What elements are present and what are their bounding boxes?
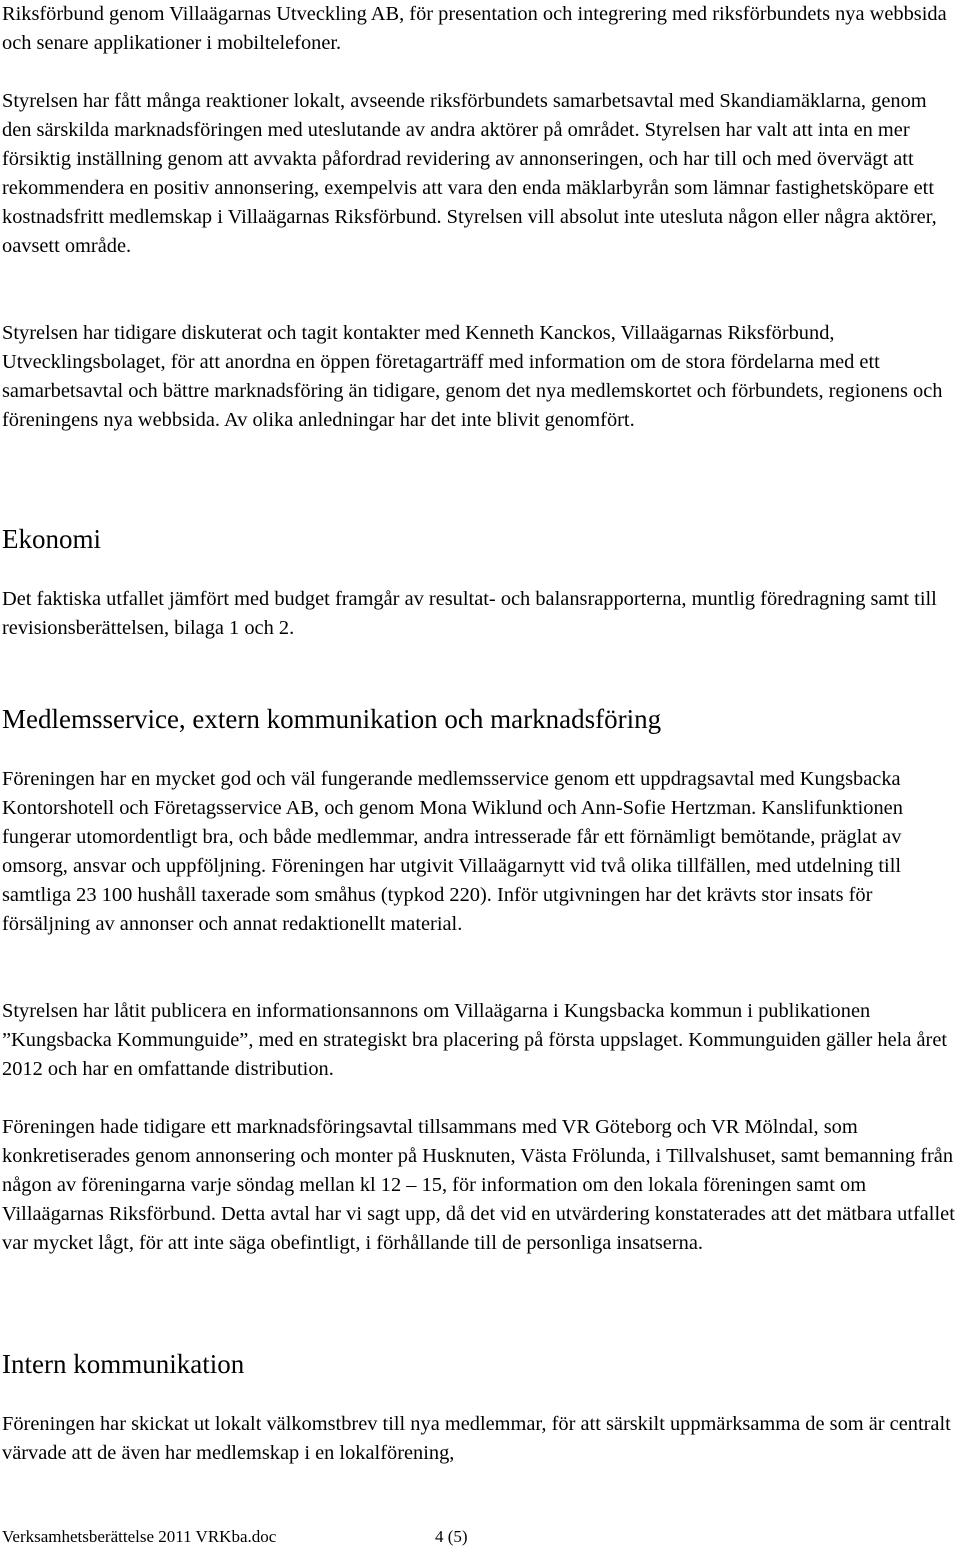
footer-document-name: Verksamhetsberättelse 2011 VRKba.doc: [2, 1527, 277, 1546]
paragraph-kommunguide-ad: Styrelsen har låtit publicera en informationsannons om Villaägarna i Kungsbacka kommun i publikationen ”Kungsbacka Kommunguide”, med en strategiskt bra placering på första uppslaget. Kommunguiden gäller hela året 2012 och har en omfattande distribution.: [2, 1000, 948, 1080]
paragraph-skandiamaklarna-reactions: Styrelsen har fått många reaktioner lokalt, avseende riksförbundets samarbetsavtal med Skandiamäklarna, genom den särskilda marknadsföringen med uteslutande av andra aktörer på området. Styrelsen har valt att inta en mer försiktig inställning genom att avvakta påfordrad revidering av annonseringen, och har till och med övervägt att rekommendera en positiv annonsering, exempelvis att vara den enda mäklarbyrån som lämnar fastighetsköpare ett kostnadsfritt medlemskap i Villaägarnas Riksförbund. Styrelsen vill absolut inte utesluta någon eller några aktörer, oavsett område.: [2, 90, 937, 257]
paragraph-marketing-agreement: Föreningen hade tidigare ett marknadsföringsavtal tillsammans med VR Göteborg och VR Mölndal, som konkretiserades genom annonsering och monter på Husknuten, Västa Frölunda, i Tillvalshuset, samt bemanning från någon av föreningarna varje söndag mellan kl 12 – 15, för information om den lokala föreningen samt om Villaägarnas Riksförbund. Detta avtal har vi sagt upp, då det vid en utvärdering konstaterades att det mätbara utfallet var mycket lågt, för att inte säga obefintligt, i förhållande till de personliga insatserna.: [2, 1116, 955, 1254]
paragraph-business-meeting: Styrelsen har tidigare diskuterat och tagit kontakter med Kenneth Kanckos, Villaägarnas Riksförbund, Utvecklingsbolaget, för att anordna en öppen företagarträff med information om de stora fördelarna med ett samarbetsavtal och bättre marknadsföring än tidigare, genom det nya medlemskortet och förbundets, regionens och föreningens nya webbsida. Av olika anledningar har det inte blivit genomfört.: [2, 322, 943, 431]
paragraph-welcome-letter: Föreningen har skickat ut lokalt välkomstbrev till nya medlemmar, för att särskilt uppmärksamma de som är centralt värvade att de även har medlemskap i en lokalförening,: [2, 1413, 951, 1464]
paragraph-presentation-integration: Riksförbund genom Villaägarnas Utveckling AB, för presentation och integrering med riksförbundets nya webbsida och senare applikationer i mobiltelefoner.: [2, 3, 947, 54]
footer-page-number: 4 (5): [435, 1527, 468, 1546]
heading-intern-kommunikation: Intern kommunikation: [2, 1349, 245, 1379]
heading-ekonomi: Ekonomi: [2, 524, 101, 554]
paragraph-economy-outcome: Det faktiska utfallet jämfört med budget framgår av resultat- och balansrapporterna, muntlig föredragning samt till revisionsberättelsen, bilaga 1 och 2.: [2, 588, 937, 639]
heading-medlemsservice: Medlemsservice, extern kommunikation och marknadsföring: [2, 704, 662, 734]
paragraph-member-service: Föreningen har en mycket god och väl fungerande medlemsservice genom ett uppdragsavtal med Kungsbacka Kontorshotell och Företagsservice AB, och genom Mona Wiklund och Ann-Sofie Hertzman. Kanslifunktionen fungerar utomordentligt bra, och både medlemmar, andra intresserade får ett förnämligt bemötande, präglat av omsorg, ansvar och uppföljning. Föreningen har utgivit Villaägarnytt vid två olika tillfällen, med utdelning till samtliga 23 100 hushåll taxerade som småhus (typkod 220). Inför utgivningen har det krävts stor insats för försäljning av annonser och annat redaktionellt material.: [2, 768, 903, 935]
